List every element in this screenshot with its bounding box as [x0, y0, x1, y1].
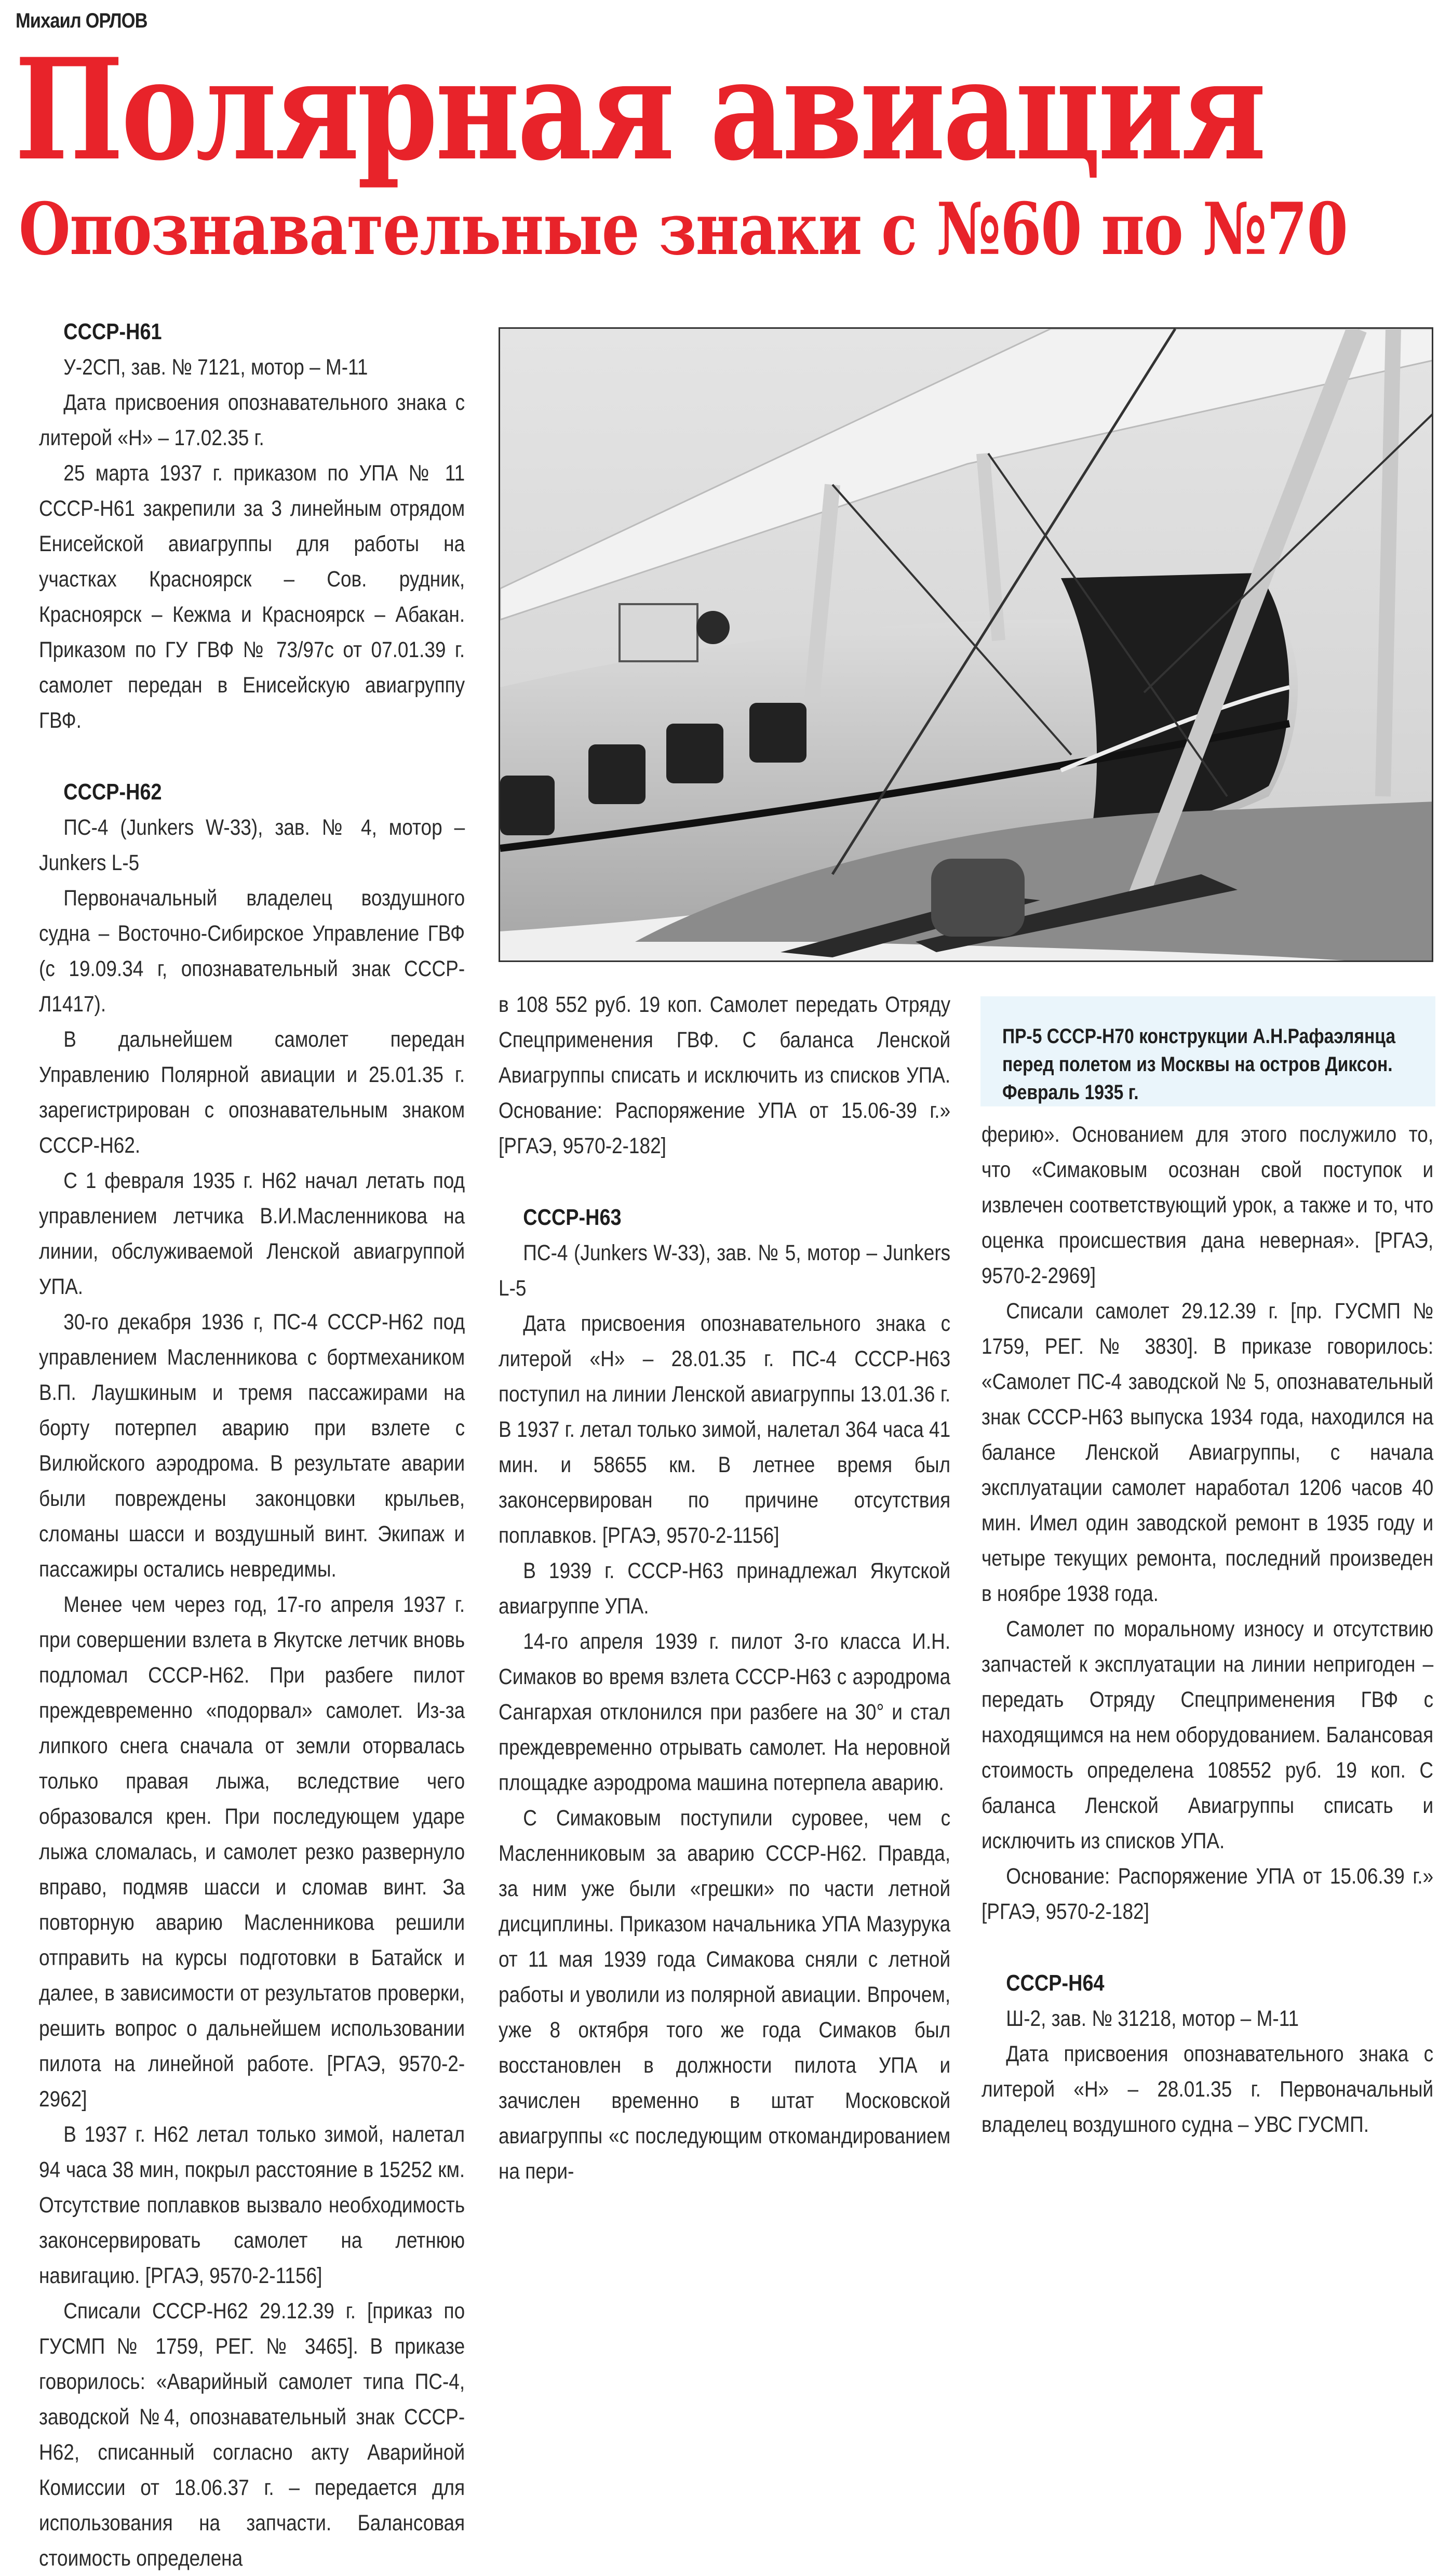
caption-line: перед полетом из Москвы на остров Диксон.: [1002, 1053, 1393, 1076]
paragraph: ПС-4 (Junkers W-33), зав. № 5, мотор – Junkers L-5: [499, 1240, 951, 1301]
biplane-illustration: [500, 329, 1433, 962]
paragraph: Ш-2, зав. № 31218, мотор – М-11: [1006, 2006, 1299, 2031]
article-title: Полярная авиация: [15, 28, 1264, 192]
paragraph: В дальнейшем самолет передан Управлению Полярной авиации и 25.01.35 г. зарегистрирован с опознавательным знаком СССР-Н62.: [39, 1027, 465, 1158]
section-heading-n62: СССР-Н62: [63, 779, 162, 805]
section-gap: [39, 738, 465, 775]
paragraph: С Симаковым поступили суровее, чем с Масленниковым за аварию СССР-Н62. Правда, за ним уже были «грешки» по части летной дисциплины. Приказом начальника УПА Мазурука от 11 мая 1939 года Симакова сняли с летной работы и уволили из полярной авиации. Впрочем, уже 8 октября того же года Симаков был восстановлен в должности пилота УПА и зачислен временно в штат Московской авиагруппы «с последующим откомандированием на пери-: [499, 1806, 951, 2184]
paragraph: Самолет по моральному износу и отсутствию запчастей к эксплуатации на линии непригоден – передать Отряду Спецприменения ГВФ с находящимся на нем оборудованием. Балансовая стоимость определена 108552 руб. 19 коп. С баланса Ленской Авиагруппы списать и исключить из списков УПА.: [982, 1617, 1434, 1853]
section-gap: [982, 1929, 1433, 1966]
paragraph: Первоначальный владелец воздушного судна – Восточно-Сибирское Управление ГВФ (с 19.09.34 г, опознавательный знак СССР-Л1417).: [39, 886, 465, 1017]
section-gap: [499, 1164, 950, 1200]
paragraph: Дата присвоения опознавательного знака с литерой «Н» – 17.02.35 г.: [39, 390, 465, 450]
caption-line: ПР-5 СССР-Н70 конструкции А.Н.Рафаэлянца: [1002, 1025, 1396, 1048]
paragraph: Дата присвоения опознавательного знака с литерой «Н» – 28.01.35 г. ПС-4 СССР-Н63 поступил на линии Ленской авиагруппы 13.01.36 г. В 1937 г. летал только зимой, налетал 364 часа 41 мин. и 58655 км. В летнее время был законсервирован по причине отсутствия поплавков. [РГАЭ, 9570-2-1156]: [499, 1311, 951, 1548]
caption-line: Февраль 1935 г.: [1002, 1081, 1139, 1104]
paragraph: Списали СССР-Н62 29.12.39 г. [приказ по ГУСМП № 1759, РЕГ. № 3465]. В приказе говорилось: «Аварийный самолет типа ПС-4, заводской №4, опознавательный знак СССР-Н62, списанный согласно акту Аварийной Комиссии от 18.06.37 г. – передается для использования на запчасти. Балансовая стоимость определена: [39, 2299, 465, 2571]
paragraph: С 1 февраля 1935 г. Н62 начал летать под управлением летчика В.И.Масленникова на линии, обслуживаемой Ленской авиагруппой УПА.: [39, 1168, 465, 1299]
paragraph-continued: в 108 552 руб. 19 коп. Самолет передать Отряду Спецприменения ГВФ. С баланса Ленской Авиагруппы списать и исключить из списков УПА. Основание: Распоряжение УПА от 15.06-39 г.» [РГАЭ, 9570-2-182]: [499, 992, 951, 1158]
paragraph: Списали самолет 29.12.39 г. [пр. ГУСМП № 1759, РЕГ. № 3830]. В приказе говорилось: «Самолет ПС-4 заводской № 5, опознавательный знак СССР-Н63 выпуска 1934 года, находился на балансе Ленской Авиагруппы, с начала эксплуатации самолет наработал 1206 часов 40 мин. Имел один заводской ремонт в 1935 году и четыре текущих ремонта, последний произведен в ноябре 1938 года.: [982, 1299, 1434, 1606]
paragraph: Основание: Распоряжение УПА от 15.06.39 г.» [РГАЭ, 9570-2-182]: [982, 1864, 1434, 1924]
paragraph: 14-го апреля 1939 г. пилот 3-го класса И.Н. Симаков во время взлета СССР-Н63 с аэродрома Сангархая отклонился при разбеге на 30° и стал преждевременно отрывать самолет. На неровной площадке аэродрома машина потерпела аварию.: [499, 1629, 951, 1795]
paragraph: Дата присвоения опознавательного знака с литерой «Н» – 28.01.35 г. Первоначальный владелец воздушного судна – УВС ГУСМП.: [982, 2041, 1434, 2137]
author-name: Михаил ОРЛОВ: [16, 9, 147, 32]
article-subtitle: Опознавательные знаки с №60 по №70: [19, 186, 1348, 271]
aircraft-photo: [499, 327, 1433, 962]
paragraph: В 1937 г. Н62 летал только зимой, налетал 94 часа 38 мин, покрыл расстояние в 15252 км. Отсутствие поплавков вызвало необходимость законсервировать самолет на летнюю навигацию. [РГАЭ, 9570-2-1156]: [39, 2122, 465, 2288]
paragraph: 30-го декабря 1936 г, ПС-4 СССР-Н62 под управлением Масленникова с бортмехаником В.П. Лаушкиным и тремя пассажирами на борту потерпел аварию при взлете с Вилюйского аэродрома. В результате аварии были повреждены законцовки крыльев, сломаны шасси и воздушный винт. Экипаж и пассажиры остались невредимы.: [39, 1310, 465, 1582]
column-right: [982, 1117, 1433, 2142]
paragraph: Менее чем через год, 17-го апреля 1937 г. при совершении взлета в Якутске летчик вновь подломал СССР-Н62. При разбеге пилот преждевременно «подорвал» самолет. Из-за липкого снега сначала от земли оторвалась только правая лыжа, вследствие чего образовался крен. При последующем ударе лыжа сломалась, и самолет резко развернуло вправо, подмяв шасси и сломав винт. За повторную аварию Масленникова решили отправить на курсы подготовки в Батайск и далее, в зависимости от результатов проверки, решить вопрос о дальнейшем использовании пилота на линейной работе. [РГАЭ, 9570-2-2962]: [39, 1592, 465, 2112]
paragraph-continued: ферию». Основанием для этого послужило то, что «Симаковым осознан свой поступок и извлечен соответствующий урок, а также и то, что оценка происшествия дана неверная». [РГАЭ, 9570-2-2969]: [982, 1122, 1434, 1288]
paragraph: ПС-4 (Junkers W-33), зав. № 4, мотор – Junkers L-5: [39, 815, 465, 875]
section-heading-n61: СССР-Н61: [63, 319, 162, 344]
section-heading-n64: СССР-Н64: [1006, 1970, 1105, 1996]
paragraph: У-2СП, зав. № 7121, мотор – М-11: [63, 355, 368, 380]
photo-caption: [980, 996, 1435, 1106]
paragraph: 25 марта 1937 г. приказом по УПА № 11 СССР-Н61 закрепили за 3 линейным отрядом Енисейской авиагруппы для работы на участках Красноярск – Сов. рудник, Красноярск – Кежма и Красноярск – Абакан. Приказом по ГУ ГВФ № 73/97с от 07.01.39 г. самолет передан в Енисейскую авиагруппу ГВФ.: [39, 461, 465, 733]
caption-text: [1002, 1022, 1395, 1106]
column-left: [39, 314, 465, 2576]
paragraph: В 1939 г. СССР-Н63 принадлежал Якутской авиагруппе УПА.: [499, 1558, 951, 1619]
column-middle: [499, 987, 950, 2189]
section-heading-n63: СССР-Н63: [523, 1205, 622, 1230]
